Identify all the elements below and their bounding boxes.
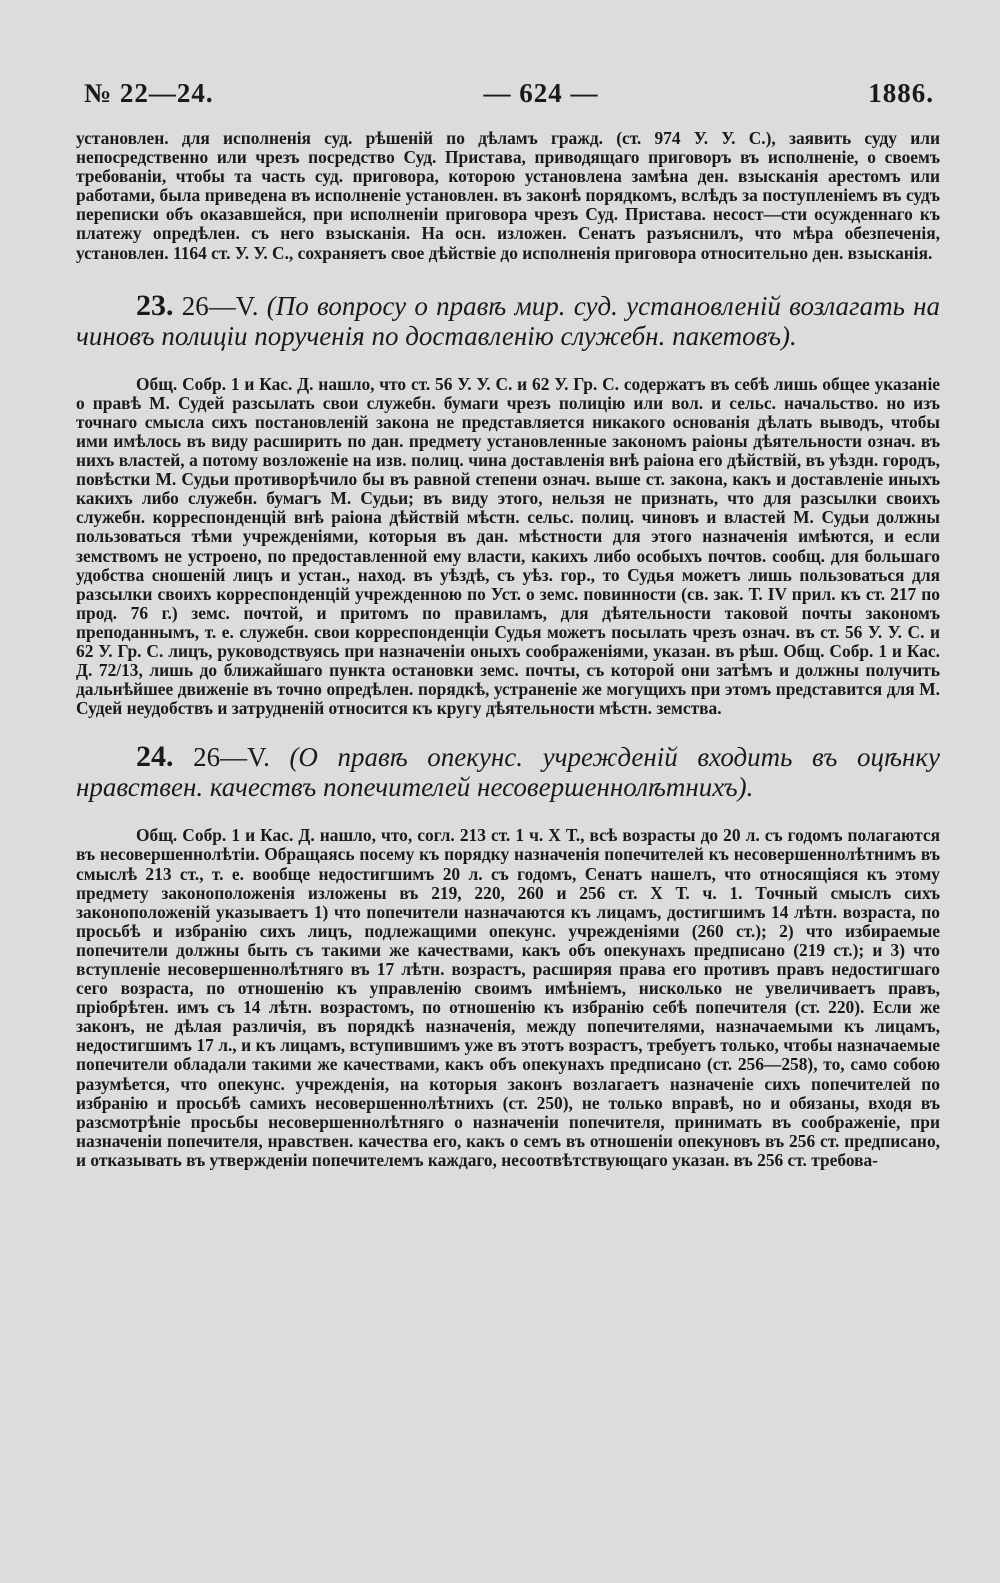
- section-24-topic: (О правѣ опекунс. учрежденій входить въ оцѣнку нравствен. качествъ попечителей несовершеннолѣтнихъ).: [76, 742, 941, 803]
- section-23-number: 23.: [136, 288, 174, 322]
- section-24-body: Общ. Собр. 1 и Кас. Д. нашло, что, согл. 213 ст. 1 ч. X Т., всѣ возрасты до 20 л. съ годомъ полагаются въ несовершеннолѣтіи. Обращаясь посему къ порядку назначенія попечителей къ несовершеннолѣтнимъ въ смыслѣ 213 ст., т. е. вообще недостигшимъ 20 л. съ годомъ, Сенатъ нашелъ, что относящіяся къ этому предмету законоположенія изложены въ 219, 220, 260 и 256 ст. X Т. ч. 1. Точный смыслъ сихъ законоположеній указываетъ 1) что попечители назначаются къ лицамъ, достигшимъ 14 лѣтн. возраста, по просьбѣ и избранію сихъ лицъ, подлежащими опекунс. учрежденіями (260 ст.); 2) что избираемые попечители должны быть съ такими же качествами, какъ объ опекунахъ предписано (219 ст.); и 3) что вступленіе несовершеннолѣтняго въ 17 лѣтн. возрастъ, расширяя права его противъ правъ недостигшаго сего возраста, по отношенію къ управленію своимъ имѣніемъ, нисколько не увеличиваетъ правъ, пріобрѣтен. имъ съ 14 лѣтн. возрастомъ, по отношенію къ избранію себѣ попечителя (ст. 220). Если же законъ, не дѣлая различія, въ порядкѣ назначенія, между попечителями, назначаемыми къ лицамъ, недостигшимъ 17 л., и къ лицамъ, вступившимъ уже въ этотъ возрастъ, требуетъ только, чтобы назначаемые попечители обладали такими же качествами, какъ объ опекунахъ предписано (ст. 256—258), то, само собою разумѣется, что опекунс. учрежденія, на которыя законъ возлагаетъ назначеніе сихъ попечителей по избранію и просьбѣ самихъ несовершеннолѣтнихъ (ст. 250), не только вправѣ, но и обязаны, входя въ разсмотрѣніе просьбы несовершеннолѣтняго о назначеніи попечителя, принимать въ соображеніе, при назначеніи попечителя, нравствен. качества его, какъ о семъ въ отношеніи опекуновъ въ 256 ст. предписано, и отказывать въ утвержденіи попечителемъ каждаго, несоотвѣтствующаго указан. въ 256 ст. требова-: [76, 825, 940, 1170]
- intro-paragraph: установлен. для исполненія суд. рѣшеній по дѣламъ гражд. (ст. 974 У. У. С.), заявить суду или непосредственно или чрезъ посредство Суд. Пристава, приводящаго приговоръ въ исполненіе, о своемъ требованіи, чтобы та часть суд. приговора, которою установлена замѣна ден. взысканія арестомъ или работами, была приведена въ исполненіе установлен. въ законѣ порядкомъ, вслѣдъ за поступленіемъ въ судъ переписки объ оказавшейся, при исполненіи приговора чрезъ Суд. Пристава. несост—сти осужденнаго къ платежу опредѣлен. съ него взысканія. На осн. изложен. Сенатъ разъяснилъ, что мѣра обезпеченія, установлен. 1164 ст. У. У. С., сохраняетъ свое дѣйствіе до исполненія приговора относительно ден. взысканія.: [76, 128, 940, 263]
- section-23-body: Общ. Собр. 1 и Кас. Д. нашло, что ст. 56 У. У. С. и 62 У. Гр. С. содержатъ въ себѣ лишь общее указаніе о правѣ М. Судей разсылать свои служебн. бумаги чрезъ полицію или вол. и сельс. начальство. но изъ точнаго смысла сихъ постановленій закона не представляется никакого основанія дѣлать выводъ, чтобы ими имѣлось въ виду расширить по дан. предмету установленные закономъ раіоны дѣятельности означ. въ нихъ властей, а потому возложеніе на изв. полиц. чина доставленія внѣ раіона его дѣйствій, въ уѣздн. городъ, повѣстки М. Судьи противорѣчило бы въ равной степени означ. выше ст. закона, какъ и доставленіе иныхъ какихъ либо служебн. бумагъ М. Судьи; въ виду этого, нельзя не признать, что для разсылки своихъ служебн. корреспонденцій внѣ раіона дѣйствій мѣстн. сельс. полиц. чиновъ и властей М. Судьи должны пользоваться тѣми учрежденіями, которыя въ дан. мѣстности для этого назначенія имѣются, и если земствомъ не устроено, по предоставленной ему власти, какихъ либо особыхъ почтов. сообщ. для большаго удобства сношеній лицъ и устан., наход. въ уѣздѣ, съ уѣз. гор., то Судья можетъ лишь пользоваться для разсылки своихъ корреспонденцій учрежденною по Уст. о земс. повинности (св. зак. Т. IV прил. къ ст. 217 по прод. 76 г.) земс. почтой, и притомъ по правиламъ, для дѣятельности таковой почты закономъ преподаннымъ, т. е. служебн. свои корреспонденціи Судья можетъ посылать чрезъ означ. въ ст. 56 У. У. С. и 62 У. Гр. С. лицъ, руководствуясь при назначеніи оныхъ соображеніями, указан. въ рѣш. Общ. Собр. 1 и Кас. Д. 72/13, лишь до ближайшаго пункта остановки земс. почты, съ которой они затѣмъ и должны получить дальнѣйшее движеніе въ точно опредѣлен. порядкѣ, устраненіе же могущихъ при этомъ представится для М. Судей неудобствъ и затрудненій относится къ кругу дѣятельности мѣстн. земства.: [76, 373, 940, 719]
- section-23-date: 26—V.: [181, 290, 259, 321]
- year: 1886.: [868, 78, 934, 108]
- section-24-date: 26—V.: [193, 742, 270, 773]
- page-number: — 624 —: [483, 78, 599, 108]
- section-23-topic: (По вопросу о правѣ мир. суд. установленій возлагать на чиновъ полиціи порученія по доставленію служебн. пакетовъ).: [76, 290, 940, 351]
- section-24-number: 24.: [136, 740, 174, 774]
- section-24-heading: [76, 742, 940, 802]
- section-23-heading: [76, 288, 940, 351]
- running-header: [84, 78, 934, 109]
- issue-number: № 22—24.: [84, 78, 214, 108]
